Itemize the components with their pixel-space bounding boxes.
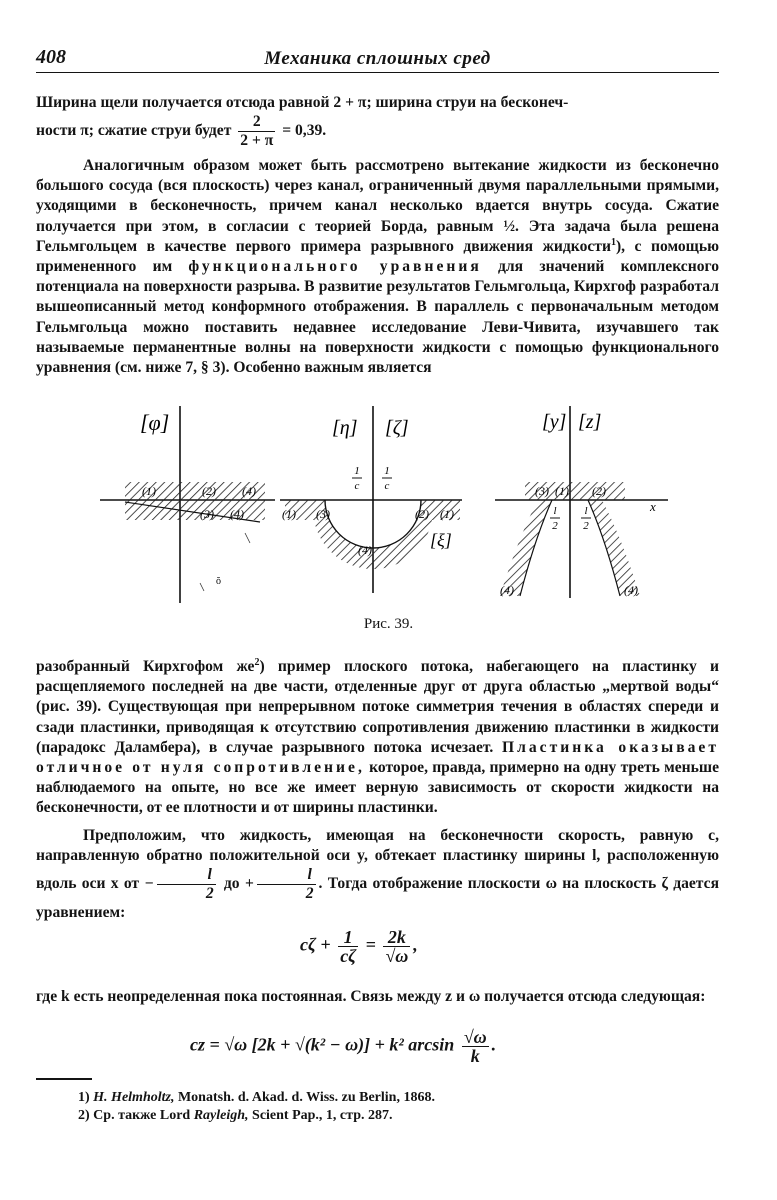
footnote-rule: [36, 1078, 92, 1080]
region-label: (1): [440, 507, 454, 521]
fraction-denominator: 2: [205, 885, 214, 903]
panel-label: [y]: [542, 411, 567, 433]
footnote-2: [78, 1107, 392, 1125]
fraction: [157, 866, 216, 903]
region-label: (4): [500, 583, 514, 597]
region-label: (2): [592, 484, 606, 498]
fraction-numerator: l: [157, 866, 216, 885]
fraction-numerator: 1: [338, 928, 358, 947]
figure-panel-3: [495, 406, 668, 598]
region-label: (1): [555, 484, 569, 498]
region-label: (4): [230, 507, 244, 521]
region-label: (3): [316, 507, 330, 521]
panel-label: [ξ]: [430, 530, 452, 550]
region-label: (1): [282, 507, 296, 521]
spaced-term: функционального уравнения: [188, 258, 482, 276]
footnote-1: [78, 1089, 435, 1107]
running-title: Механика сплошных сред: [264, 48, 491, 69]
footnote-text: Scient Pap., 1, стр. 287.: [252, 1108, 393, 1123]
paragraph-text: . Тогда отображение плоскости ω на плоскость ζ дается уравнением:: [36, 875, 720, 922]
footnote-ref: 2: [254, 656, 260, 668]
paragraph-assumption: Предположим, что жидкость, имеющая на бесконечности скорость, равную c, направленную обратно положительной оси y, обтекает пластинку ширины l, расположенную вдоль оси x от − $\frac{l}{2}$ до + $\frac{l}{2}$ . Тогда отображение плоскости ω на плоскость ζ дается уравнением:: [36, 827, 720, 922]
equation-part: .: [491, 1034, 497, 1055]
region-label: (1): [142, 484, 156, 498]
equation-part: cz = √ω [2k + √(k² − ω)] + k² arcsin: [190, 1034, 455, 1055]
paragraph-text: Ширина щели получается отсюда равной 2 + π; ширина струи на бесконеч-: [36, 94, 569, 111]
fraction-denominator: k: [470, 1046, 480, 1066]
paragraph-text: которое, правда, примерно на одну треть меньше наблюдаемого на опыте, но все же имеет верную зависимость от скорости жидкости на бесконечности, от ее плотности и от ширины пластинки.: [36, 759, 719, 817]
equation-part: cζ +: [300, 934, 331, 955]
fraction: [383, 928, 410, 965]
fraction-numerator: 2: [238, 113, 275, 132]
running-header: [36, 46, 719, 74]
region-label: (2): [415, 507, 429, 521]
paragraph-helmholtz: [36, 156, 719, 378]
region-label: (3): [535, 484, 549, 498]
fraction-denominator: cζ: [340, 946, 357, 966]
equation-part: ,: [413, 934, 418, 955]
paragraph-text: до: [223, 875, 240, 893]
region-label: (2): [202, 484, 216, 498]
hatched-region: [500, 500, 552, 596]
footnote-number: 1): [78, 1090, 90, 1105]
footnote-author: Rayleigh,: [193, 1108, 249, 1123]
fraction-numerator: l: [584, 505, 588, 517]
figure-caption: Рис. 39.: [363, 616, 414, 632]
fraction: [462, 1028, 489, 1065]
figure-panel-1: [100, 406, 275, 603]
fraction-numerator: 2k: [383, 928, 410, 947]
fraction: [257, 866, 316, 903]
fraction: [338, 928, 358, 965]
fraction-denominator: c: [354, 480, 360, 492]
fraction-numerator: l: [257, 866, 316, 885]
fraction-denominator: 2: [305, 885, 314, 903]
figure-panel-2: [280, 406, 462, 593]
fraction: [238, 113, 275, 150]
region-label: (3): [200, 507, 214, 521]
fraction-denominator: √ω: [385, 946, 409, 966]
paragraph-relation: где k есть неопределенная пока постоянная. Связь между z и ω получается отсюда следующая:: [36, 988, 706, 1005]
fraction-denominator: c: [384, 480, 390, 492]
equation-2: [190, 1028, 590, 1065]
equation-part: =: [365, 934, 376, 955]
paragraph-text: для значений комплексного потенциала на поверхности разрыва. В развитие результатов Гельмгольца, Кирхгоф разработал вышеописанный метод конформного отображения. В параллель с первоначальным методом Гельмгольца можно поставить недавнее исследование Леви-Чивита, изучавшего так называемые перманентные волны на поверхности жидкости с помощью функционального уравнения (см. ниже 7, § 3). Особенно важным является: [36, 258, 719, 377]
axis-label: x: [650, 499, 656, 514]
paragraph-text: ности π; сжатие струи будет: [36, 122, 232, 140]
page-number: 408: [36, 46, 66, 68]
equation-1: [300, 928, 500, 965]
paragraph-text: Предположим, что жидкость, имеющая на бесконечности скорость, равную c, направленную обратно положительной оси y, обтекает пластинку ширины l, расположенную вдоль оси x от: [36, 827, 719, 893]
hatched-region: [588, 500, 640, 596]
region-label: (4): [358, 543, 372, 557]
stray-mark: ŏ: [216, 576, 221, 587]
region-label: (4): [242, 484, 256, 498]
panel-label: [η]: [332, 417, 358, 439]
fraction-denominator: 2: [552, 520, 558, 532]
panel-label: [φ]: [140, 410, 170, 435]
footnote-text: Ср. также Lord: [93, 1108, 191, 1123]
fraction-numerator: l: [553, 505, 557, 517]
footnote-author: H. Helmholtz,: [93, 1090, 175, 1105]
fraction-numerator: 1: [354, 465, 360, 477]
header-rule: [36, 72, 719, 73]
paragraph-text: Аналогичным образом может быть рассмотрено вытекание жидкости из бесконечно большого сосуда (вся плоскость) через канал, ограниченный двумя параллельными прямыми, уходящими в бесконечность, причем канал несколько вдается внутрь сосуда. Сжатие получается при этом, в согласии с теорией Борда, равным ½. Эта задача была решена Гельмгольцем в качестве первого примера разрывного движения жидкости: [36, 157, 719, 255]
paragraph-text: ) пример плоского потока, набегающего на пластинку и расщепляемого последней на две части, отделенные друг от друга областью „мертвой воды“ (рис. 39). Существующая при непрерывном потоке симметрия течения в областях спереди и сзади пластинки, приводящая к отсутствию сопротивления движению пластинки в жидкости (парадокс Даламбера), в случае разрывного потока исчезает.: [36, 658, 719, 756]
footnote-number: 2): [78, 1108, 90, 1123]
fraction-numerator: 1: [384, 465, 390, 477]
region-label: (4): [624, 583, 638, 597]
paragraph-kirchhoff: [36, 657, 719, 819]
panel-label: [z]: [578, 411, 602, 433]
footnote-ref: 1: [610, 236, 616, 248]
paragraph-jet-width: [36, 93, 719, 150]
figure-39: [70, 398, 690, 613]
fraction-denominator: 2 + π: [240, 132, 274, 150]
hatched-region: [125, 500, 265, 520]
paragraph-text: ), с помощью примененного им: [36, 237, 719, 276]
footnote-text: Monatsh. d. Akad. d. Wiss. zu Berlin, 1868.: [177, 1090, 435, 1105]
paragraph-text: разобранный Кирхгофом же: [36, 658, 255, 675]
fraction-denominator: 2: [583, 520, 589, 532]
fraction-numerator: √ω: [463, 1027, 487, 1047]
spaced-term: Пластинка оказывает отличное от нуля сопротивление,: [36, 738, 719, 777]
paragraph-text: = 0,39.: [282, 122, 327, 140]
panel-label: [ζ]: [385, 417, 409, 439]
